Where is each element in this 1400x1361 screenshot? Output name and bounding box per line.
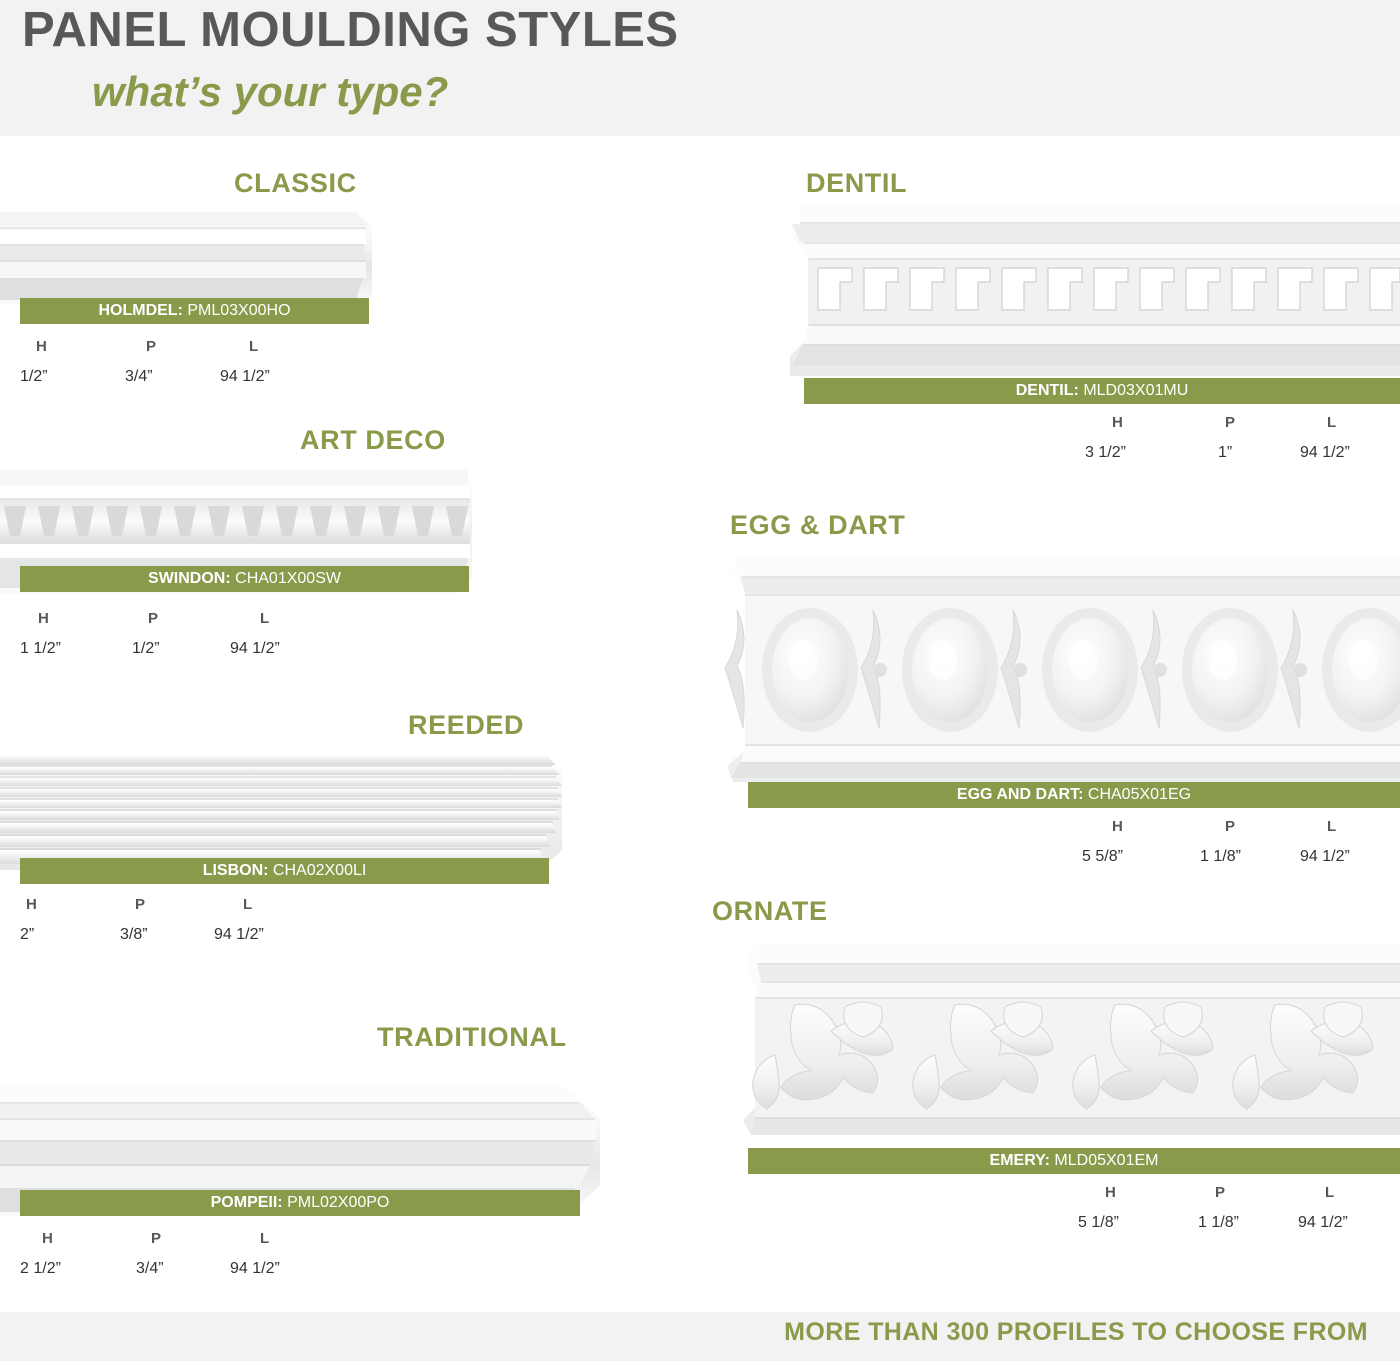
name-label-egg-and-dart: EGG AND DART: [956,786,1084,803]
name-label-classic: HOLMDEL: [98,302,183,319]
spec-value-l: 94 1/2” [214,926,264,943]
name-label-reeded: LISBON: [202,862,269,879]
spec-value-p: 3/8” [120,926,148,943]
spec-value-h: 3 1/2” [1085,444,1126,461]
code-label-reeded: CHA02X00LI [272,862,367,879]
spec-reeded [20,896,320,956]
style-title-art-deco: ART DECO [300,425,446,455]
name-bar-reeded [20,858,549,884]
name-label-ornate: EMERY: [989,1152,1050,1169]
style-title-egg-and-dart: EGG & DART [730,510,906,540]
spec-value-p: 1 1/8” [1198,1214,1239,1231]
moulding-image-egg-and-dart [715,550,1400,790]
name-bar-art-deco [20,566,469,592]
spec-header-l: L [260,610,270,627]
spec-value-h: 5 5/8” [1082,848,1123,865]
code-label-ornate: MLD05X01EM [1054,1152,1159,1169]
spec-value-h: 1 1/2” [20,640,61,657]
spec-value-l: 94 1/2” [230,1260,280,1277]
style-title-reeded: REEDED [408,710,525,740]
spec-value-p: 1/2” [132,640,160,657]
spec-header-l: L [243,896,253,913]
spec-header-p: P [146,338,157,355]
footer-text: MORE THAN 300 PROFILES TO CHOOSE FROM [784,1318,1368,1346]
page-subtitle: what’s your type? [92,68,449,115]
name-bar-ornate [748,1148,1400,1174]
spec-traditional [20,1230,320,1290]
name-bar-dentil [804,378,1400,404]
spec-ornate [1060,1184,1390,1244]
code-label-egg-and-dart: CHA05X01EG [1087,786,1192,803]
spec-value-h: 2 1/2” [20,1260,61,1277]
spec-header-h: H [38,610,49,627]
name-label-art-deco: SWINDON: [148,570,231,587]
spec-header-p: P [148,610,159,627]
spec-header-p: P [1215,1184,1226,1201]
name-bar-traditional [20,1190,580,1216]
spec-value-h: 2” [20,926,35,943]
code-label-art-deco: CHA01X00SW [235,570,341,587]
spec-egg-and-dart [1060,818,1390,878]
moulding-image-ornate [725,935,1400,1155]
footer-band [0,1312,1400,1361]
spec-header-p: P [135,896,146,913]
spec-header-p: P [1225,818,1236,835]
spec-header-h: H [1112,414,1123,431]
spec-header-l: L [1327,818,1337,835]
spec-header-l: L [249,338,259,355]
name-label-traditional: POMPEII: [210,1194,283,1211]
spec-value-p: 1” [1218,444,1233,461]
spec-value-p: 3/4” [136,1260,164,1277]
spec-value-l: 94 1/2” [1298,1214,1348,1231]
style-title-ornate: ORNATE [712,896,828,926]
spec-value-l: 94 1/2” [1300,444,1350,461]
spec-value-h: 5 1/8” [1078,1214,1119,1231]
spec-header-h: H [26,896,37,913]
spec-header-l: L [1325,1184,1335,1201]
spec-header-h: H [1105,1184,1116,1201]
spec-header-l: L [1327,414,1337,431]
style-title-traditional: TRADITIONAL [377,1022,567,1052]
spec-value-p: 1 1/8” [1200,848,1241,865]
moulding-image-dentil [770,196,1400,386]
spec-art-deco [20,610,320,670]
spec-header-p: P [1225,414,1236,431]
name-bar-egg-and-dart [748,782,1400,808]
spec-value-p: 3/4” [125,368,153,385]
spec-dentil [1060,414,1390,474]
header-band [0,0,1400,136]
spec-header-h: H [36,338,47,355]
code-label-traditional: PML02X00PO [287,1194,390,1211]
spec-header-p: P [151,1230,162,1247]
name-label-dentil: DENTIL: [1015,382,1079,399]
spec-value-h: 1/2” [20,368,48,385]
style-title-dentil: DENTIL [806,168,908,198]
moulding-image-classic [0,200,378,310]
code-label-dentil: MLD03X01MU [1083,382,1189,399]
spec-header-h: H [1112,818,1123,835]
style-title-classic: CLASSIC [234,168,357,198]
spec-header-l: L [260,1230,270,1247]
spec-header-h: H [42,1230,53,1247]
spec-classic [20,338,320,398]
name-bar-classic [20,298,369,324]
spec-value-l: 94 1/2” [230,640,280,657]
spec-value-l: 94 1/2” [220,368,270,385]
spec-value-l: 94 1/2” [1300,848,1350,865]
page-title: PANEL MOULDING STYLES [22,3,679,57]
code-label-classic: PML03X00HO [187,302,291,319]
